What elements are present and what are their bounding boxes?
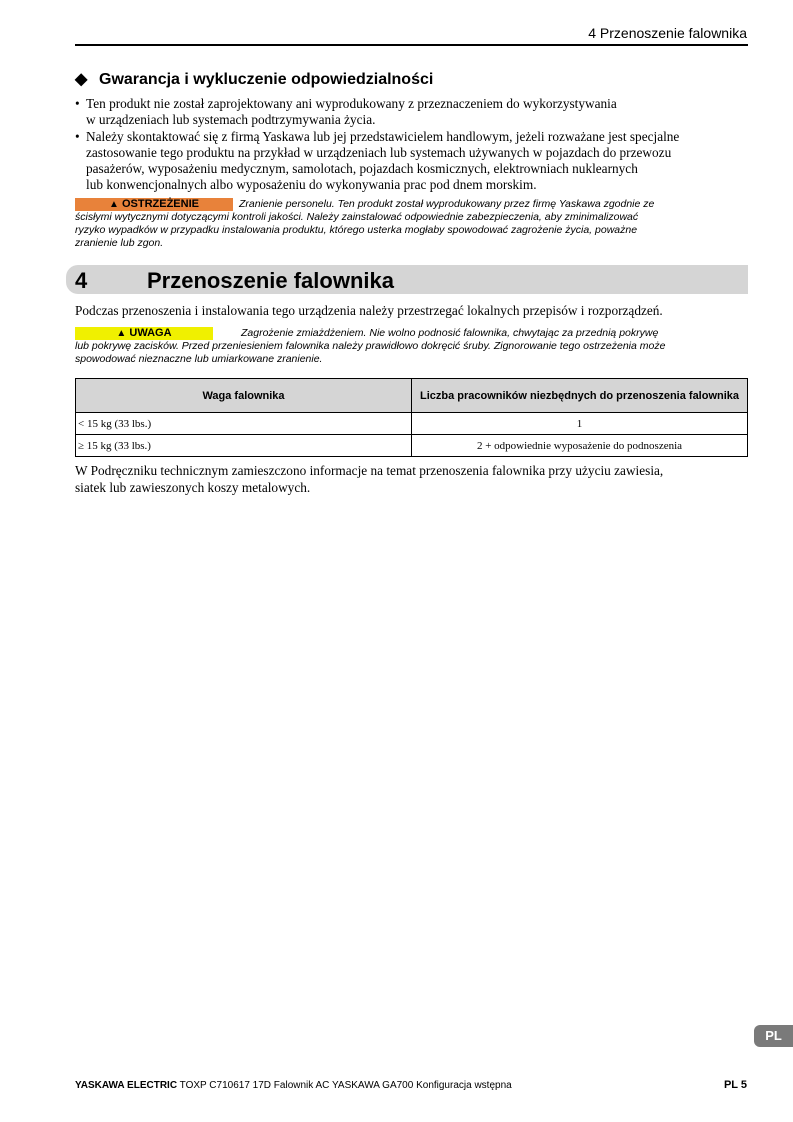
outro-paragraph [75,462,755,496]
table-row [76,413,748,435]
warning-text: ścisłymi wytycznymi dotyczącymi kontroli jakości. Należy zainstalować odpowiednie zabezpieczenia, aby zminimalizować [75,211,639,223]
list-item [75,96,755,128]
warning-block [75,198,747,250]
outro-line: W Podręczniku technicznym zamieszczono informacje na temat przenoszenia falownika przy użyciu zawiesia, [75,463,664,478]
chapter-title: Przenoszenie falownika [147,268,394,293]
table-header-cell: Liczba pracowników niezbędnych do przenoszenia falownika [412,379,748,413]
header-rule [75,44,748,46]
footer-brand: YASKAWA ELECTRIC [75,1080,178,1091]
section-heading [75,69,433,89]
page-number: PL 5 [723,1079,747,1091]
list-item-line: lub konwencjonalnych albo wyposażeniu do wykonywania prac pod dnem morskim. [86,177,537,192]
table-cell: ≥ 15 kg (33 lbs.) [76,435,412,457]
weight-table [75,378,748,457]
footer-doc: TOXP C710617 17D Falownik AC YASKAWA GA700 Konfiguracja wstępna [177,1080,512,1091]
table-header-cell: Waga falownika [76,379,412,413]
list-item-line: Należy skontaktować się z firmą Yaskawa lub jej przedstawicielem handlowym, jeżeli rozważane jest specjalne [86,129,680,144]
intro-paragraph: Podczas przenoszenia i instalowania tego urządzenia należy przestrzegać lokalnych przepisów i rozporządzeń. [75,303,663,318]
section-heading-text: Gwarancja i wykluczenie odpowiedzialności [99,71,434,88]
warning-triangle-icon: ▲ [116,328,127,339]
list-item-line: Ten produkt nie został zaprojektowany ani wyprodukowany z przeznaczeniem do wykorzystywania [86,96,617,111]
list-item [75,129,755,193]
table-row [76,435,748,457]
caution-text: lub pokrywę zacisków. Przed przeniesieniem falownika należy prawidłowo dokręcić śruby. Zignorowanie tego ostrzeżenia może [75,340,666,352]
warning-label: OSTRZEŻENIE [121,198,199,210]
table-cell: 1 [412,413,748,435]
table-cell: < 15 kg (33 lbs.) [76,413,412,435]
warning-text: zranienie lub zgon. [75,237,164,249]
warning-badge [75,198,233,211]
caution-label: UWAGA [129,327,172,339]
bullet-icon: • [75,129,80,144]
list-item-line: w urządzeniach lub systemach podtrzymywania życia. [86,112,376,127]
outro-line: siatek lub zawieszonych koszy metalowych. [75,480,311,495]
caution-text: Zagrożenie zmiażdżeniem. Nie wolno podnosić falownika, chwytając za przednią pokrywę [241,327,659,339]
language-tab: PL [754,1025,793,1047]
diamond-icon: ◆ [75,71,88,88]
warning-triangle-icon: ▲ [109,199,119,210]
table-header-row [76,379,748,413]
bullet-icon: • [75,96,80,111]
warning-text: ryzyko wypadków w przypadku instalowania produktu, którego usterka mogłaby spowodować zagrożenie życia, poważne [75,224,638,236]
chapter-number: 4 [75,268,88,293]
caution-block [75,327,747,366]
warning-text: Zranienie personelu. Ten produkt został wyprodukowany przez firmę Yaskawa zgodnie ze [239,198,655,210]
bullet-list [75,96,755,194]
footer [75,1080,512,1091]
list-item-line: zastosowanie tego produktu na przykład w urządzeniach lub systemach używanych w pojazdach do przewozu [86,145,672,160]
caution-text: spowodować nieznaczne lub umiarkowane zranienie. [75,353,323,365]
caution-badge [75,327,213,340]
running-header: 4 Przenoszenie falownika [588,25,747,41]
list-item-line: pasażerów, wyposażeniu medycznym, samolotach, pojazdach kosmicznych, elektrowniach nuklearnych [86,161,638,176]
table-cell: 2 + odpowiednie wyposażenie do podnoszenia [412,435,748,457]
